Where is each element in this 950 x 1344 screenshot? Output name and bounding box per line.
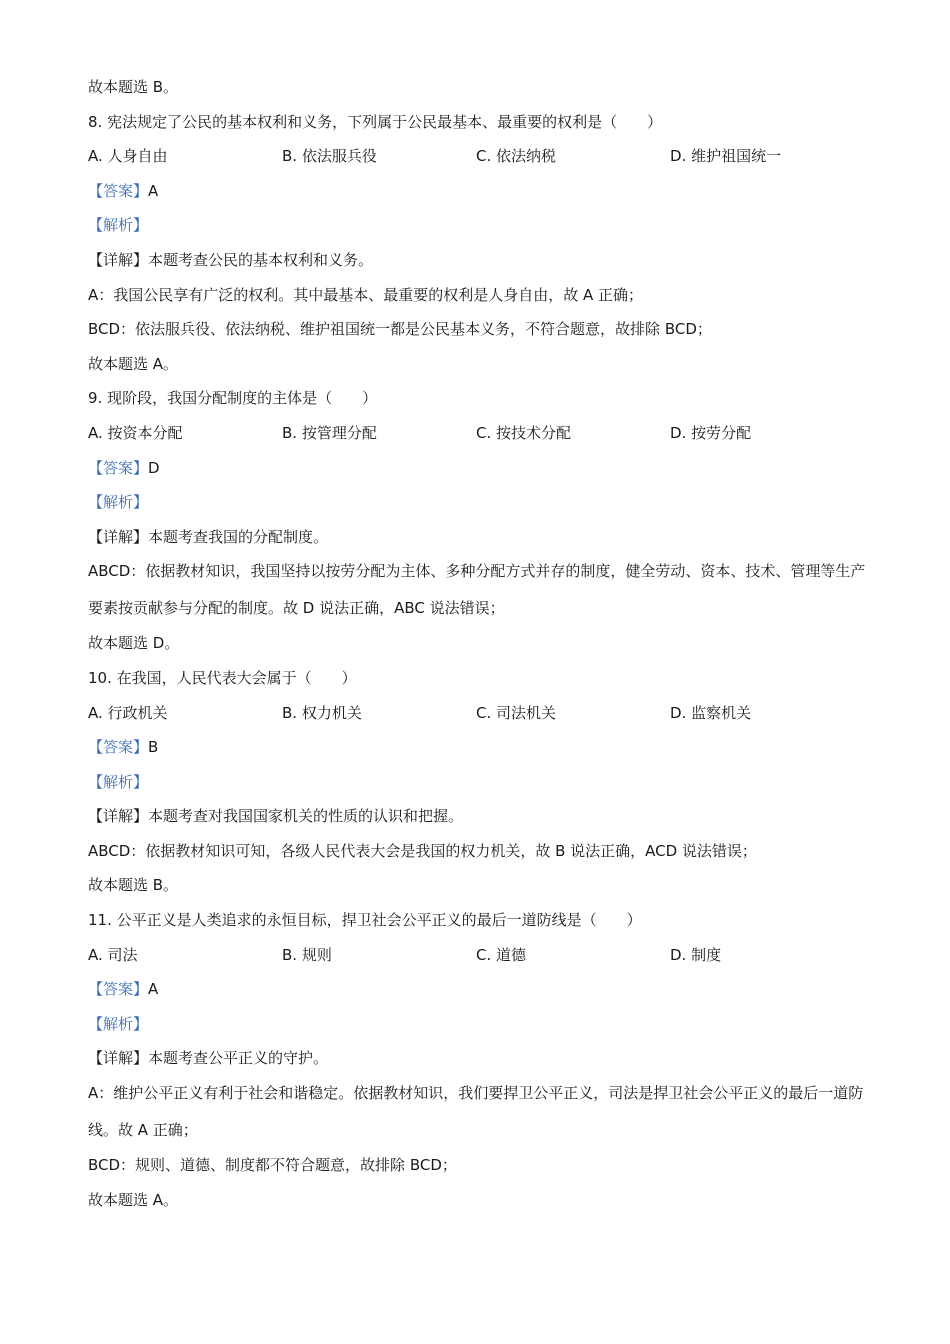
option-row bbox=[88, 422, 878, 444]
explanation: ABCD：依据教材知识，我国坚持以按劳分配为主体、多种分配方式并存的制度，健全劳动、资本、技术、管理等生产要素按贡献参与分配的制度。故 D 说法正确，ABC 说法错误； bbox=[88, 562, 866, 618]
option-a: A. 人身自由 bbox=[88, 147, 168, 166]
option-a: A. 按资本分配 bbox=[88, 423, 183, 442]
question-10 bbox=[88, 667, 878, 897]
option-c: C. 依法纳税 bbox=[476, 147, 557, 166]
question-stem: 8. 宪法规定了公民的基本权利和义务，下列属于公民最基本、最重要的权利是（ ） bbox=[88, 112, 663, 131]
answer-value: A bbox=[148, 980, 159, 999]
detail-tag: 【详解】 bbox=[88, 807, 149, 826]
previous-conclusion: 故本题选 B。 bbox=[88, 78, 179, 96]
option-b: B. 依法服兵役 bbox=[282, 147, 377, 166]
detail-tag: 【详解】 bbox=[88, 1049, 149, 1068]
answer-tag: 【答案】 bbox=[88, 458, 149, 477]
option-d: D. 监察机关 bbox=[670, 703, 752, 722]
answer-line bbox=[88, 978, 878, 1000]
detail-tag: 【详解】 bbox=[88, 527, 149, 546]
question-stem: 10. 在我国，人民代表大会属于（ ） bbox=[88, 668, 357, 687]
analysis-tag: 【解析】 bbox=[88, 493, 149, 512]
option-a: A. 司法 bbox=[88, 945, 138, 964]
answer-tag: 【答案】 bbox=[88, 738, 149, 757]
answer-value: A bbox=[148, 181, 159, 200]
option-d: D. 维护祖国统一 bbox=[670, 147, 782, 166]
option-d: D. 按劳分配 bbox=[670, 423, 752, 442]
analysis-tag: 【解析】 bbox=[88, 216, 149, 235]
answer-tag: 【答案】 bbox=[88, 980, 149, 999]
explanation: BCD：规则、道德、制度都不符合题意，故排除 BCD； bbox=[88, 1156, 457, 1175]
detail-line bbox=[88, 805, 878, 827]
question-stem: 9. 现阶段，我国分配制度的主体是（ ） bbox=[88, 389, 378, 408]
option-row bbox=[88, 944, 878, 966]
question-9 bbox=[88, 387, 878, 654]
answer-line bbox=[88, 180, 878, 202]
answer-line bbox=[88, 457, 878, 479]
option-row bbox=[88, 145, 878, 167]
option-a: A. 行政机关 bbox=[88, 703, 168, 722]
explanation: BCD：依法服兵役、依法纳税、维护祖国统一都是公民基本义务，不符合题意，故排除 BCD； bbox=[88, 320, 712, 339]
analysis-tag: 【解析】 bbox=[88, 772, 149, 791]
detail-text: 本题考查公民的基本权利和义务。 bbox=[148, 250, 374, 269]
question-11 bbox=[88, 909, 878, 1211]
explanation: A：维护公平正义有利于社会和谐稳定。依据教材知识，我们要捍卫公平正义，司法是捍卫社会公平正义的最后一道防线。故 A 正确； bbox=[88, 1084, 864, 1140]
document-content bbox=[88, 76, 878, 1223]
answer-tag: 【答案】 bbox=[88, 181, 149, 200]
analysis-tag: 【解析】 bbox=[88, 1014, 149, 1033]
detail-text: 本题考查公平正义的守护。 bbox=[148, 1049, 329, 1068]
option-b: B. 权力机关 bbox=[282, 703, 362, 722]
detail-text: 本题考查我国的分配制度。 bbox=[148, 527, 329, 546]
explanation: ABCD：依据教材知识可知，各级人民代表大会是我国的权力机关，故 B 说法正确，ACD 说法错误； bbox=[88, 841, 757, 860]
option-row bbox=[88, 702, 878, 724]
question-stem: 11. 公平正义是人类追求的永恒目标，捍卫社会公平正义的最后一道防线是（ ） bbox=[88, 911, 642, 930]
option-c: C. 司法机关 bbox=[476, 703, 557, 722]
conclusion: 故本题选 A。 bbox=[88, 354, 179, 373]
detail-line bbox=[88, 1047, 878, 1069]
question-8 bbox=[88, 111, 878, 375]
option-b: B. 规则 bbox=[282, 945, 332, 964]
option-c: C. 按技术分配 bbox=[476, 423, 572, 442]
detail-line bbox=[88, 526, 878, 548]
option-c: C. 道德 bbox=[476, 945, 527, 964]
answer-line bbox=[88, 736, 878, 758]
option-b: B. 按管理分配 bbox=[282, 423, 377, 442]
answer-value: B bbox=[148, 738, 159, 757]
option-d: D. 制度 bbox=[670, 945, 722, 964]
explanation: A：我国公民享有广泛的权利。其中最基本、最重要的权利是人身自由，故 A 正确； bbox=[88, 285, 644, 304]
answer-value: D bbox=[148, 458, 160, 477]
detail-line bbox=[88, 249, 878, 271]
conclusion: 故本题选 B。 bbox=[88, 876, 179, 895]
detail-text: 本题考查对我国国家机关的性质的认识和把握。 bbox=[148, 807, 464, 826]
detail-tag: 【详解】 bbox=[88, 250, 149, 269]
conclusion: 故本题选 D。 bbox=[88, 634, 180, 653]
conclusion: 故本题选 A。 bbox=[88, 1190, 179, 1209]
